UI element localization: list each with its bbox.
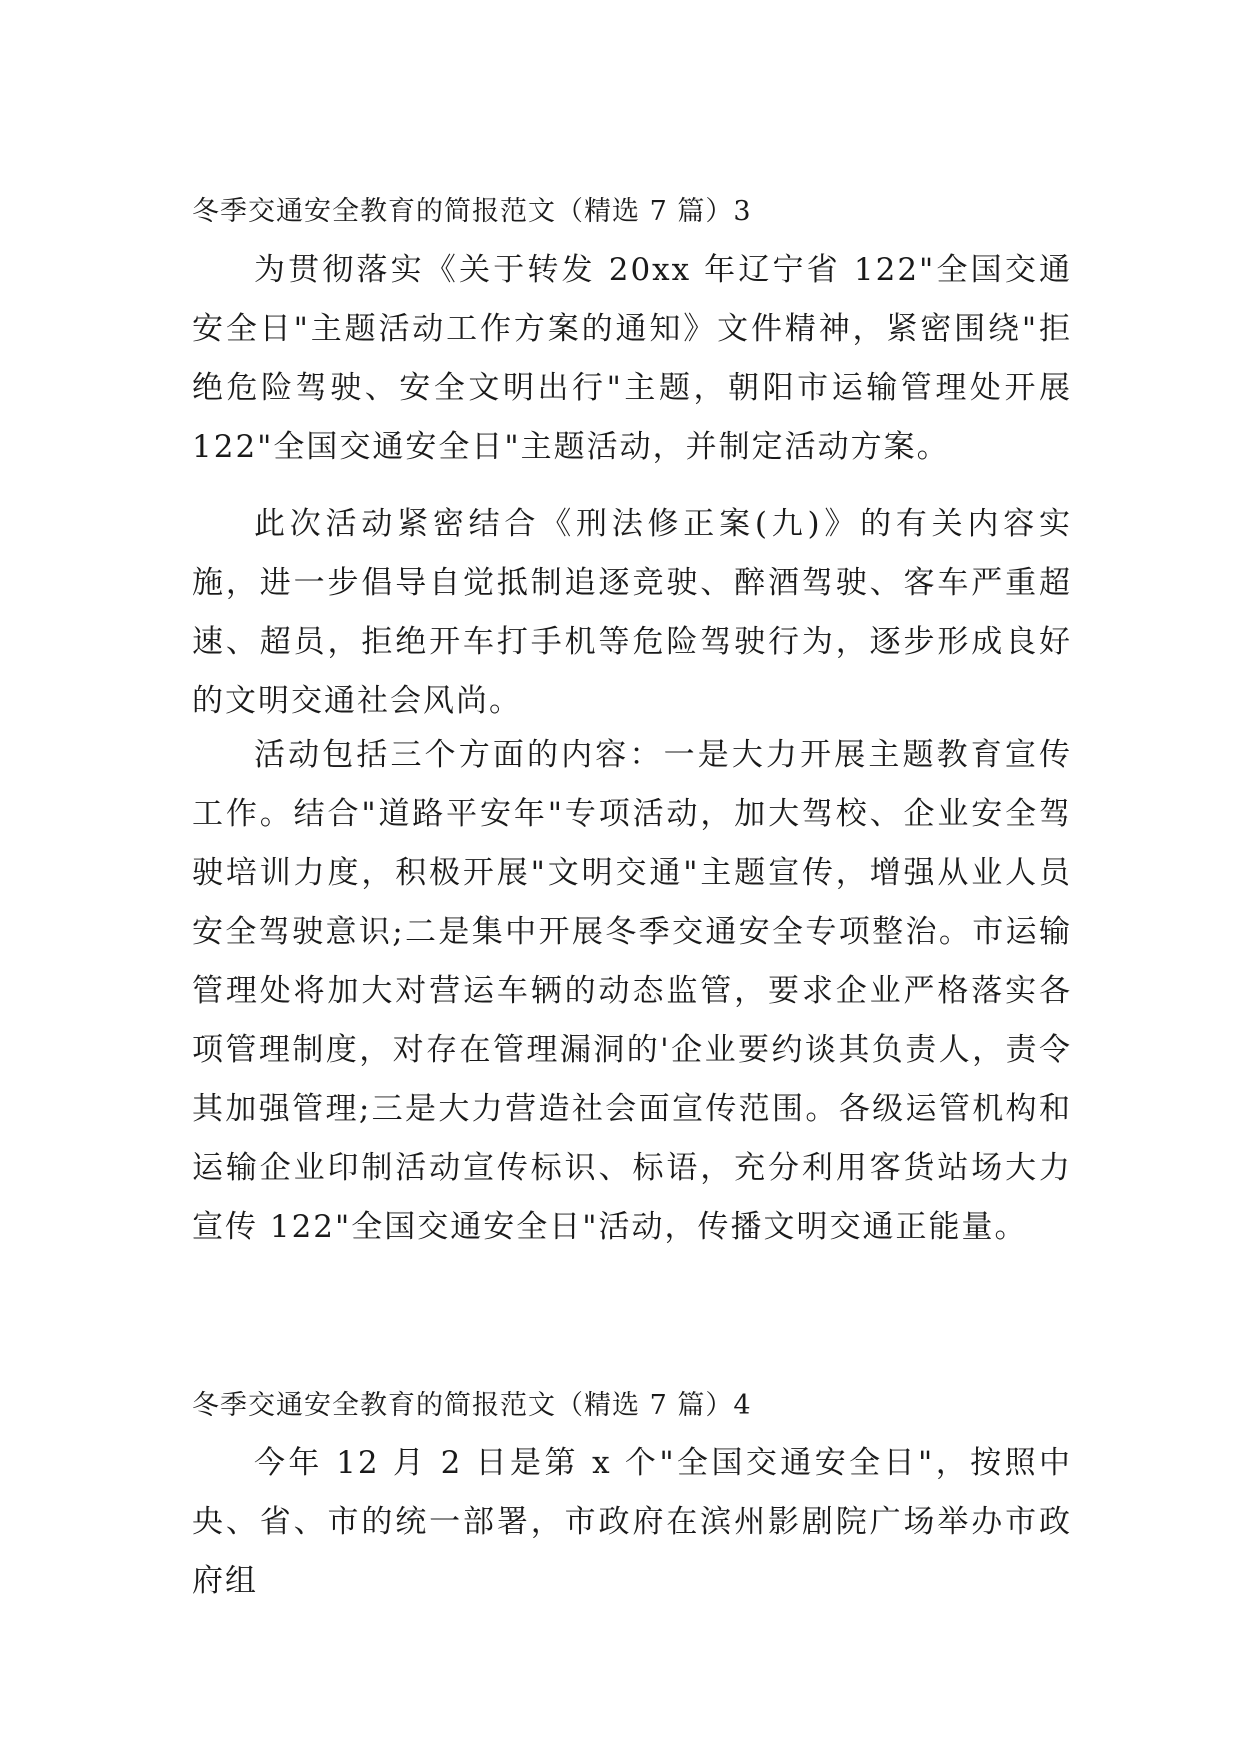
paragraph: 今年 12 月 2 日是第 x 个"全国交通安全日"，按照中央、省、市的统一部署，市政府在滨州影剧院广场举办市政府组 [192, 1445, 1072, 1599]
paragraph: 活动包括三个方面的内容：一是大力开展主题教育宣传工作。结合"道路平安年"专项活动，加大驾校、企业安全驾驶培训力度，积极开展"文明交通"主题宣传，增强从业人员安全驾驶意识;二是集中开展冬季交通安全专项整治。市运输管理处将加大对营运车辆的动态监管，要求企业严格落实各项管理制度，对存在管理漏洞的'企业要约谈其负责人，责令其加强管理;三是大力营造社会面宣传范围。各级运管机构和运输企业印制活动宣传标识、标语，充分利用客货站场大力宣传 122"全国交通安全日"活动，传播文明交通正能量。 [192, 737, 1072, 1245]
section-title: 冬季交通安全教育的简报范文（精选 7 篇）3 [192, 196, 752, 227]
paragraph: 此次活动紧密结合《刑法修正案(九)》的有关内容实施，进一步倡导自觉抵制追逐竞驶、醉酒驾驶、客车严重超速、超员，拒绝开车打手机等危险驾驶行为，逐步形成良好的文明交通社会风尚。 [192, 506, 1072, 719]
section-title: 冬季交通安全教育的简报范文（精选 7 篇）4 [192, 1390, 752, 1421]
paragraph: 为贯彻落实《关于转发 20xx 年辽宁省 122"全国交通安全日"主题活动工作方案的通知》文件精神，紧密围绕"拒绝危险驾驶、安全文明出行"主题，朝阳市运输管理处开展 122"全国交通安全日"主题活动，并制定活动方案。 [192, 252, 1072, 465]
